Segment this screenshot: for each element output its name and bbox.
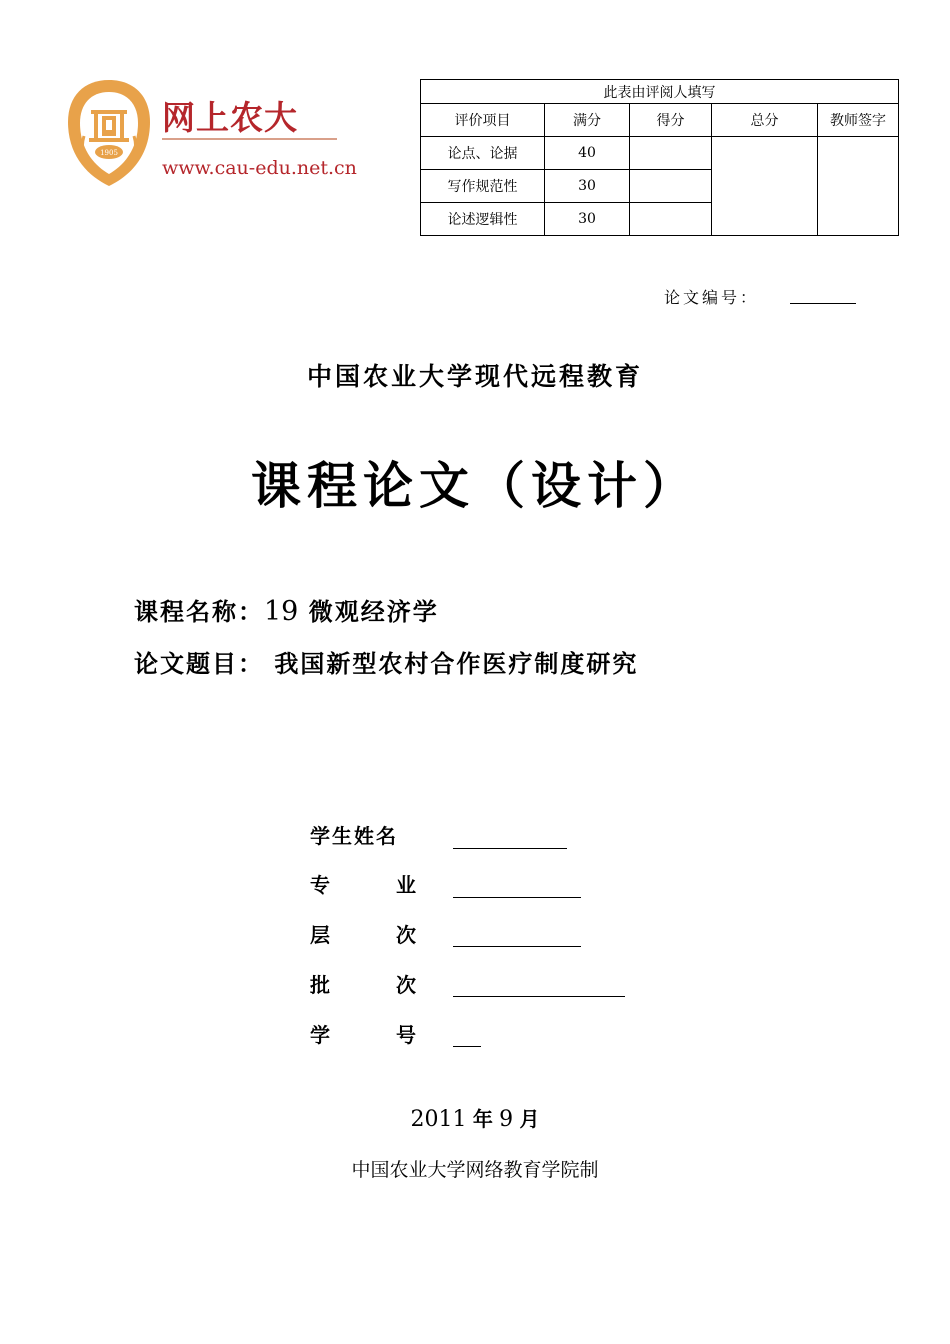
row-score-cell (630, 170, 712, 203)
course-name: 微观经济学 (308, 598, 439, 626)
date-month: 9 (499, 1107, 514, 1132)
header-item: 评价项目 (421, 104, 545, 137)
evaluation-table (420, 79, 899, 236)
row-full: 40 (545, 137, 630, 170)
course-number: 19 (264, 596, 299, 627)
field-label: 批 (310, 973, 332, 997)
university-logo-icon (64, 76, 154, 190)
field-label: 专 (310, 873, 332, 897)
level-label (310, 919, 430, 945)
batch-label (310, 969, 430, 995)
topic-label: 论文题目： (134, 650, 264, 678)
row-full: 30 (545, 203, 630, 236)
field-label: 学生姓名 (310, 824, 398, 848)
header-signature: 教师签字 (818, 104, 899, 137)
institution-title: 中国农业大学现代远程教育 (306, 362, 643, 391)
date-month-char: 月 (519, 1107, 540, 1131)
row-item: 论点、论据 (421, 137, 545, 170)
student-name-label (310, 820, 398, 849)
row-score-cell (630, 137, 712, 170)
issuer-footer: 中国农业大学网络教育学院制 (351, 1159, 599, 1181)
course-label: 课程名称： (134, 598, 264, 626)
field-label: 次 (396, 923, 418, 947)
row-item: 论述逻辑性 (421, 203, 545, 236)
signature-cell (818, 137, 899, 236)
svg-text:1905: 1905 (100, 149, 118, 157)
page-title: 课程论文（设计） (251, 457, 699, 515)
header-score: 得分 (630, 104, 712, 137)
student-id-blank (453, 1046, 481, 1047)
field-label: 层 (310, 923, 332, 947)
brand-name: 网上农大 (162, 98, 298, 137)
table-caption: 此表由评阅人填写 (421, 80, 899, 104)
topic-value: 我国新型农村合作医疗制度研究 (274, 650, 639, 678)
major-blank (453, 897, 581, 898)
row-full: 30 (545, 170, 630, 203)
row-score-cell (630, 203, 712, 236)
course-row (134, 592, 439, 627)
header-full: 满分 (545, 104, 630, 137)
field-label: 次 (396, 973, 418, 997)
brand-url: www.cau-edu.net.cn (162, 157, 357, 179)
paper-number-blank (790, 303, 856, 304)
major-label (310, 869, 430, 895)
field-label: 学 (310, 1023, 332, 1047)
topic-row (134, 644, 638, 679)
paper-number-label: 论文编号： (664, 288, 760, 307)
header-total: 总分 (712, 104, 818, 137)
level-blank (453, 946, 581, 947)
date-year: 2011 (410, 1107, 467, 1132)
field-label: 号 (396, 1023, 418, 1047)
total-cell (712, 137, 818, 236)
date-line (0, 1103, 950, 1132)
batch-blank (453, 996, 625, 997)
field-label: 业 (396, 873, 418, 897)
brand-divider (162, 138, 337, 140)
table-row (421, 137, 899, 170)
student-id-label (310, 1019, 430, 1045)
student-name-blank (453, 848, 567, 849)
date-year-char: 年 (472, 1107, 493, 1131)
row-item: 写作规范性 (421, 170, 545, 203)
